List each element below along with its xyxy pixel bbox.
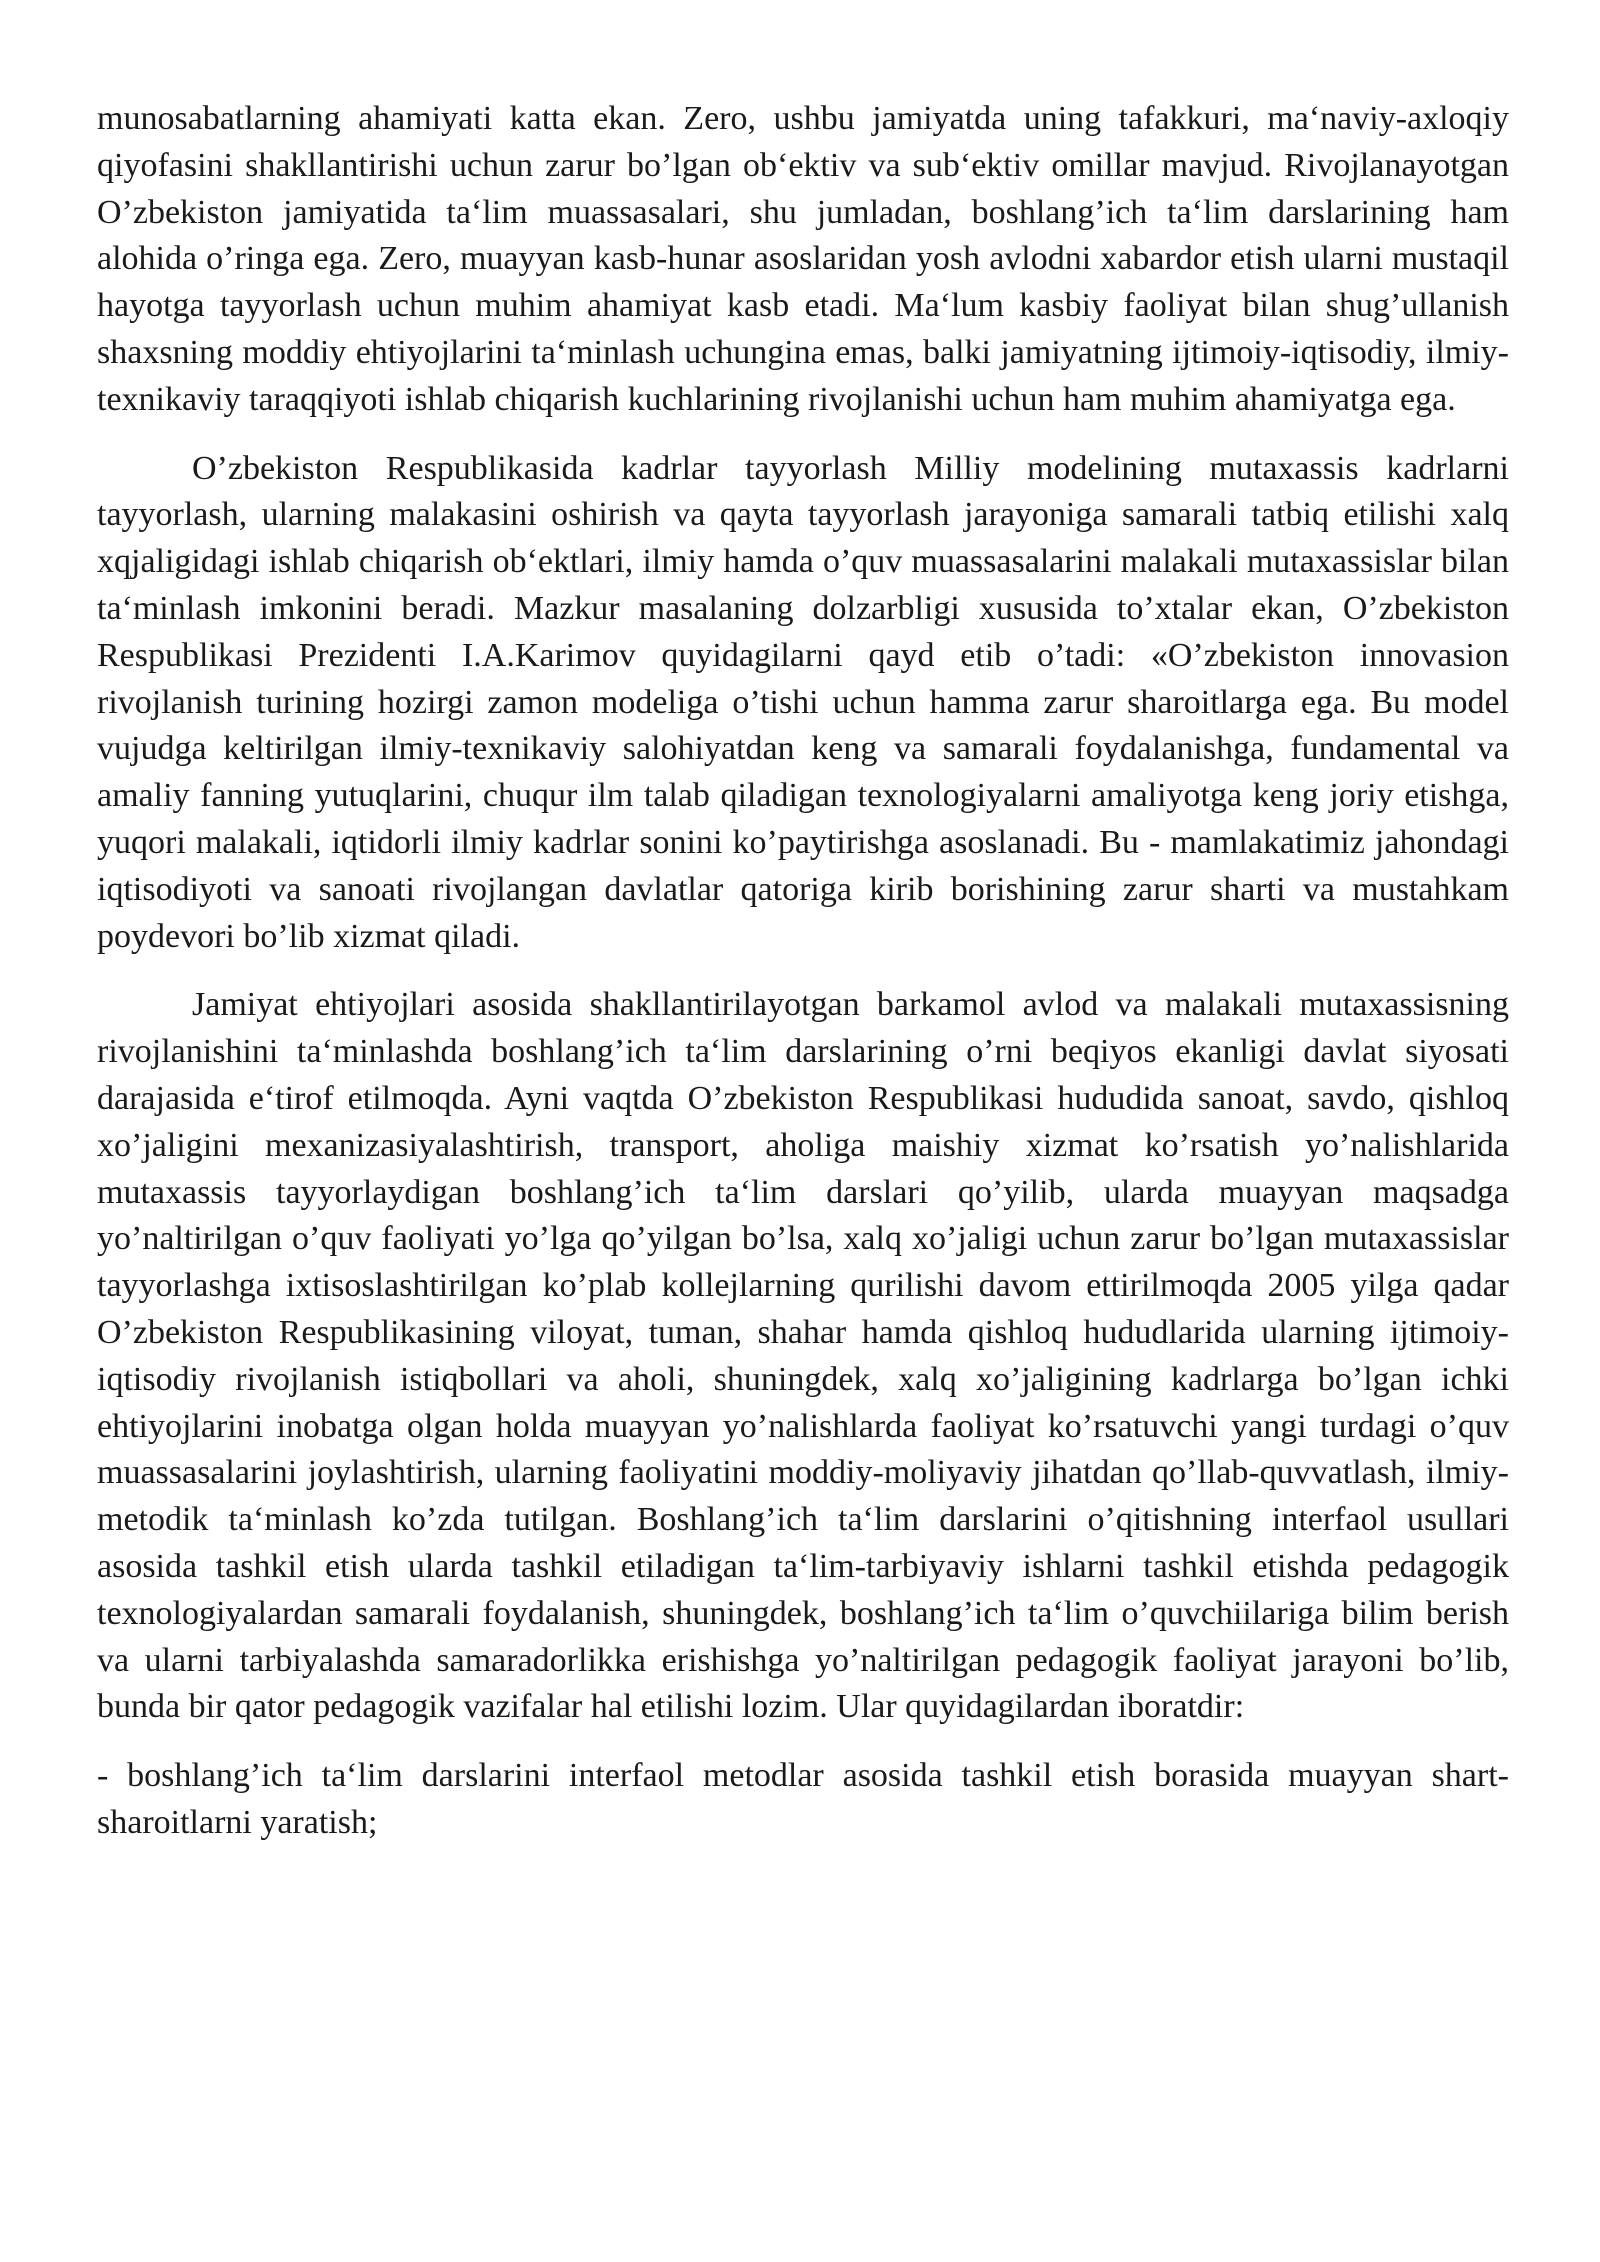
- document-page: [97, 96, 1509, 1847]
- paragraph-national-model: O’zbekiston Respublikasida kadrlar tayyorlash Milliy modelining mutaxassis kadrlarni tayyorlash, ularning malakasini oshirish va qayta tayyorlash jarayoniga samarali tatbiq etilishi xalq xqjaligidagi ishlab chiqarish ob‘ektlari, ilmiy hamda o’quv muassasalarini malakali mutaxassislar bilan ta‘minlash imkonini beradi. Mazkur masalaning dolzarbligi xususida to’xtalar ekan, O’zbekiston Respublikasi Prezidenti I.A.Karimov quyidagilarni qayd etib o’tadi: «O’zbekiston innovasion rivojlanish turining hozirgi zamon modeliga o’tishi uchun hamma zarur sharoitlarga ega. Bu model vujudga keltirilgan ilmiy-texnikaviy salohiyatdan keng va samarali foydalanishga, fundamental va amaliy fanning yutuqlarini, chuqur ilm talab qiladigan texnologiyalarni amaliyotga keng joriy etishga, yuqori malakali, iqtidorli ilmiy kadrlar sonini ko’paytirishga asoslanadi. Bu - mamlakatimiz jahondagi iqtisodiyoti va sanoati rivojlangan davlatlar qatoriga kirib borishining zarur sharti va mustahkam poydevori bo’lib xizmat qiladi.: [97, 449, 1509, 955]
- list-item: - boshlang’ich ta‘lim darslarini interfaol metodlar asosida tashkil etish borasida muayyan shart-sharoitlarni yaratish;: [97, 1757, 1509, 1841]
- paragraph-continuation: munosabatlarning ahamiyati katta ekan. Zero, ushbu jamiyatda uning tafakkuri, ma‘naviy-axloqiy qiyofasini shakllantirishi uchun zarur bo’lgan ob‘ektiv va sub‘ektiv omillar mavjud. Rivojlanayotgan O’zbekiston jamiyatida ta‘lim muassasalari, shu jumladan, boshlang’ich ta‘lim darslarining ham alohida o’ringa ega. Zero, muayyan kasb-hunar asoslaridan yosh avlodni xabardor etish ularni mustaqil hayotga tayyorlash uchun muhim ahamiyat kasb etadi. Ma‘lum kasbiy faoliyat bilan shug’ullanish shaxsning moddiy ehtiyojlarini ta‘minlash uchungina emas, balki jamiyatning ijtimoiy-iqtisodiy, ilmiy-texnikaviy taraqqiyoti ishlab chiqarish kuchlarining rivojlanishi uchun ham muhim ahamiyatga ega.: [97, 100, 1509, 418]
- paragraph-society-needs: Jamiyat ehtiyojlari asosida shakllantirilayotgan barkamol avlod va malakali mutaxassisning rivojlanishini ta‘minlashda boshlang’ich ta‘lim darslarining o’rni beqiyos ekanligi davlat siyosati darajasida e‘tirof etilmoqda. Ayni vaqtda O’zbekiston Respublikasi hududida sanoat, savdo, qishloq xo’jaligini mexanizasiyalashtirish, transport, aholiga maishiy xizmat ko’rsatish yo’nalishlarida mutaxassis tayyorlaydigan boshlang’ich ta‘lim darslari qo’yilib, ularda muayyan maqsadga yo’naltirilgan o’quv faoliyati yo’lga qo’yilgan bo’lsa, xalq xo’jaligi uchun zarur bo’lgan mutaxassislar tayyorlashga ixtisoslashtirilgan ko’plab kollejlarning qurilishi davom ettirilmoqda 2005 yilga qadar O’zbekiston Respublikasining viloyat, tuman, shahar hamda qishloq hududlarida ularning ijtimoiy-iqtisodiy rivojlanish istiqbollari va aholi, shuningdek, xalq xo’jaligining kadrlarga bo’lgan ichki ehtiyojlarini inobatga olgan holda muayyan yo’nalishlarda faoliyat ko’rsatuvchi yangi turdagi o’quv muassasalarini joylashtirish, ularning faoliyatini moddiy-moliyaviy jihatdan qo’llab-quvvatlash, ilmiy-metodik ta‘minlash ko’zda tutilgan. Boshlang’ich ta‘lim darslarini o’qitishning interfaol usullari asosida tashkil etish ularda tashkil etiladigan ta‘lim-tarbiyaviy ishlarni tashkil etishda pedagogik texnologiyalardan samarali foydalanish, shuningdek, boshlang’ich ta‘lim o’quvchiilariga bilim berish va ularni tarbiyalashda samaradorlikka erishishga yo’naltirilgan pedagogik faoliyat jarayoni bo’lib, bunda bir qator pedagogik vazifalar hal etilishi lozim. Ular quyidagilardan iboratdir:: [97, 986, 1509, 1726]
